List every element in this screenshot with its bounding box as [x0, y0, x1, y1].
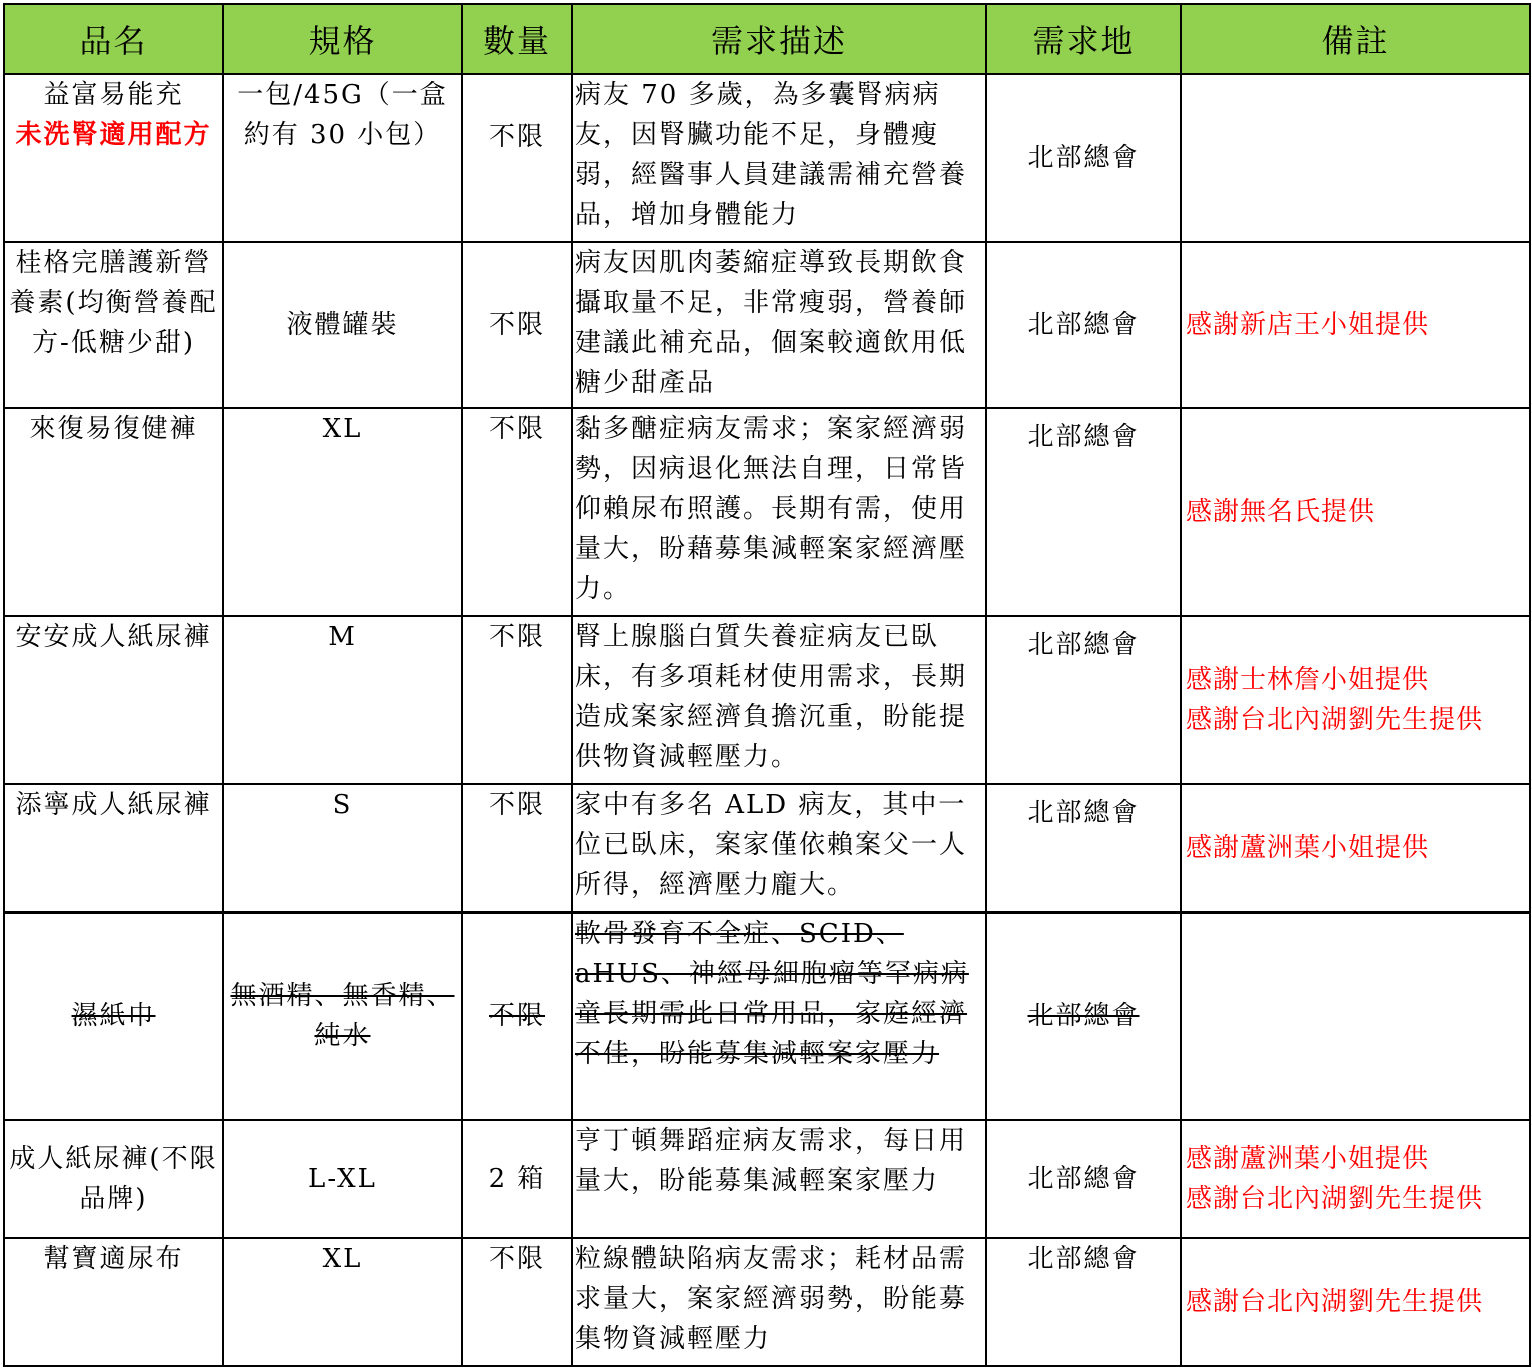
item-name: 添寧成人紙尿褲 [4, 784, 223, 912]
donor-thanks: 感謝台北內湖劉先生提供 [1186, 1287, 1484, 1317]
item-desc: 亨丁頓舞蹈症病友需求，每日用量大，盼能募集減輕案家壓力 [572, 1120, 986, 1238]
header-qty: 數量 [462, 4, 572, 74]
item-qty: 不限 [462, 784, 572, 912]
item-location: 北部總會 [986, 408, 1181, 616]
item-name: 濕紙巾 [4, 912, 223, 1120]
header-spec: 規格 [223, 4, 462, 74]
item-name: 桂格完膳護新營養素(均衡營養配方-低糖少甜) [4, 242, 223, 408]
header-note: 備註 [1181, 4, 1530, 74]
item-spec: M [223, 616, 462, 784]
header-location: 需求地 [986, 4, 1181, 74]
item-note [1181, 408, 1530, 616]
header-row [4, 4, 1530, 74]
item-desc: 病友 70 多歲，為多囊腎病病友，因腎臟功能不足，身體瘦弱，經醫事人員建議需補充營養品，增加身體能力 [572, 74, 986, 242]
table-row [4, 242, 1530, 408]
item-location: 北部總會 [986, 1120, 1181, 1238]
item-location: 北部總會 [986, 242, 1181, 408]
item-qty: 不限 [462, 242, 572, 408]
item-spec: 液體罐裝 [223, 242, 462, 408]
item-desc: 軟骨發育不全症、SCID、aHUS、神經母細胞瘤等罕病病童長期需此日常用品，家庭經濟不佳，盼能募集減輕案家壓力 [572, 912, 986, 1120]
table-row [4, 616, 1530, 784]
donor-thanks: 感謝無名氏提供 [1186, 497, 1376, 527]
item-spec: 無酒精、無香精、純水 [223, 912, 462, 1120]
table-row [4, 1238, 1530, 1366]
table-row [4, 1120, 1530, 1238]
item-name: 益富易能充 [43, 80, 184, 110]
item-qty: 不限 [462, 1238, 572, 1366]
item-spec: XL [223, 408, 462, 616]
donor-thanks: 感謝新店王小姐提供 [1186, 310, 1430, 340]
item-name: 來復易復健褲 [4, 408, 223, 616]
item-note [1181, 784, 1530, 912]
item-desc: 家中有多名 ALD 病友，其中一位已臥床，案家僅依賴案父一人所得，經濟壓力龐大。 [572, 784, 986, 912]
item-name: 安安成人紙尿褲 [4, 616, 223, 784]
table-row [4, 408, 1530, 616]
item-location: 北部總會 [986, 1238, 1181, 1366]
item-spec: L-XL [223, 1120, 462, 1238]
item-location: 北部總會 [986, 616, 1181, 784]
table-row [4, 784, 1530, 912]
item-spec: XL [223, 1238, 462, 1366]
item-note [1181, 74, 1530, 242]
item-qty: 不限 [462, 912, 572, 1120]
item-note [1181, 1120, 1530, 1238]
item-desc: 黏多醣症病友需求；案家經濟弱勢，因病退化無法自理，日常皆仰賴尿布照護。長期有需，使用量大，盼藉募集減輕案家經濟壓力。 [572, 408, 986, 616]
item-name: 成人紙尿褲(不限品牌) [4, 1120, 223, 1238]
item-note [1181, 242, 1530, 408]
header-desc: 需求描述 [572, 4, 986, 74]
item-qty: 不限 [462, 616, 572, 784]
item-location: 北部總會 [986, 74, 1181, 242]
donor-thanks: 感謝台北內湖劉先生提供 [1186, 1184, 1484, 1214]
item-qty: 2 箱 [462, 1120, 572, 1238]
donation-needs-table [3, 3, 1531, 1367]
item-desc: 粒線體缺陷病友需求；耗材品需求量大，案家經濟弱勢，盼能募集物資減輕壓力 [572, 1238, 986, 1366]
item-location: 北部總會 [986, 784, 1181, 912]
item-qty: 不限 [462, 408, 572, 616]
item-note [1181, 1238, 1530, 1366]
item-location: 北部總會 [986, 912, 1181, 1120]
item-spec: S [223, 784, 462, 912]
item-note [1181, 912, 1530, 1120]
item-name-cell [4, 74, 223, 242]
table-row [4, 74, 1530, 242]
item-desc: 病友因肌肉萎縮症導致長期飲食攝取量不足，非常瘦弱，營養師建議此補充品，個案較適飲用低糖少甜產品 [572, 242, 986, 408]
table-row [4, 912, 1530, 1120]
header-name: 品名 [4, 4, 223, 74]
donor-thanks: 感謝蘆洲葉小姐提供 [1186, 1144, 1430, 1174]
item-desc: 腎上腺腦白質失養症病友已臥床，有多項耗材使用需求，長期造成案家經濟負擔沉重，盼能提供物資減輕壓力。 [572, 616, 986, 784]
donor-thanks: 感謝士林詹小姐提供 [1186, 665, 1430, 695]
item-qty: 不限 [462, 74, 572, 242]
item-name: 幫寶適尿布 [4, 1238, 223, 1366]
donor-thanks: 感謝蘆洲葉小姐提供 [1186, 832, 1430, 863]
donor-thanks: 感謝台北內湖劉先生提供 [1186, 705, 1484, 735]
item-note [1181, 616, 1530, 784]
item-spec: 一包/45G（一盒約有 30 小包） [223, 74, 462, 242]
item-name-note: 未洗腎適用配方 [15, 120, 212, 150]
